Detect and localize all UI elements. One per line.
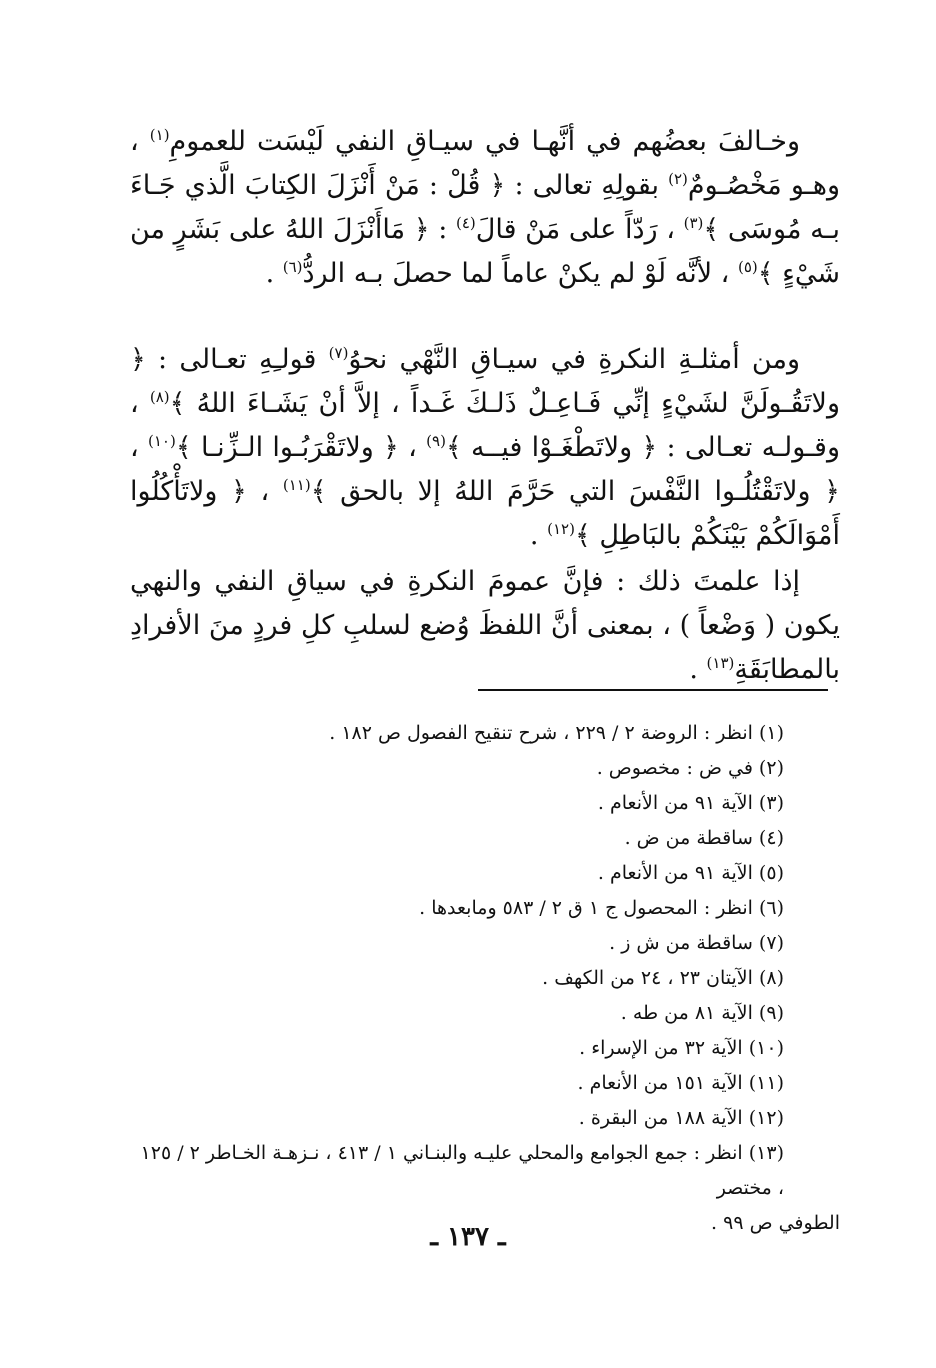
paragraph-1 [130,120,840,296]
paragraph-3 [130,560,840,692]
paragraph-1-text-a: وخـالفَ بعضُهم في أنَّهـا في سيـاقِ النفي لَيْسَت للعمومِ [169,126,801,157]
footnote-ref-13[interactable]: (١٣) [706,654,735,672]
paragraph-2-text-d: ، ﴿ ولاتَقْرَبُـوا الـزِّنـا ﴾ [175,432,427,463]
paragraph-2-text-f: ، ﴿ ولاتَأْكُلُوا أَمْوَالَكُمْ بَيْنَكُمْ بالبَاطِلِ ﴾ [130,476,840,551]
paragraph-2-text-a: ومن أمثلـةِ النكرةِ في سيـاقِ النَّهْي نحوُ [348,344,800,375]
paragraph-3-text-b: . [689,654,707,685]
footnote-ref-4[interactable]: (٤) [455,214,476,232]
paragraph-2-text-e: ، ﴿ ولاتَقْتُلُـوا النَّفْسَ التي حَرَّمَ اللهُ إلا بالحق ﴾ [130,432,841,507]
footnote-ref-6[interactable]: (٦) [282,258,303,276]
footnote-item: (١) انظر : الروضة ٢ / ٢٢٩ ، شرح تنقيح الفصول ص ١٨٢ . [329,722,784,744]
footnote-ref-2[interactable]: (٢) [668,170,688,188]
footnote-ref-11[interactable]: (١١) [282,476,311,494]
footnote-item: (٤) ساقطة من ض . [624,827,784,849]
footnote-item: (١١) الآية ١٥١ من الأنعام . [577,1072,784,1094]
footnote-ref-3[interactable]: (٣) [683,214,704,232]
footnote-item: (٩) الآية ٨١ من طه . [620,1002,784,1024]
paragraph-2-text-g: . [529,520,548,551]
footnote-ref-5[interactable]: (٥) [737,258,758,276]
footnote-item: (٢) في ض : مخصوص . [596,757,784,779]
paragraph-2-text-c: ، وقـولـه تعـالى : ﴿ ولاتَطْغَـوْا فيــه ﴾ [130,388,840,463]
footnote-ref-10[interactable]: (١٠) [148,432,176,450]
footnote-ref-8[interactable]: (٨) [149,388,170,406]
footnote-item: (٥) الآية ٩١ من الأنعام . [597,862,784,884]
paragraph-1-text-f: ، لأنَّه لَوْ لم يكنْ عاماً لما حصلَ بـه الردُّ [302,258,738,289]
footnote-item: (٦) انظر : المحصول ج ١ ق ٢ / ٥٨٣ ومابعدها . [419,897,784,919]
footnote-13-line-1: (١٣) انظر : جمع الجوامع والمحلي عليـه والبنـاني ١ / ٤١٣ ، نـزهـة الخـاطر ٢ / ١٢٥ ، مختصر [140,1142,784,1199]
footnote-item: (٣) الآية ٩١ من الأنعام . [597,792,784,814]
footnotes-list [130,716,840,1241]
paragraph-2-text-b: قولـِهِ تعـالى : ﴿ ولاتَقُـولَنَّ لشَيْءٍ إنِّي فَـاعِـلٌ ذَلـكَ غَـداً ، إلاَّ أنْ يَشَـاءَ اللهُ ﴾ [130,344,840,419]
footnote-item: (١٠) الآية ٣٢ من الإسراء . [579,1037,784,1059]
footnote-item: (١٢) الآية ١٨٨ من البقرة . [578,1107,784,1129]
paragraph-3-text-a: إذا علمتَ ذلك : فإنَّ عمومَ النكرةِ في سياقِ النفي والنهي يكون ( وَضْعاً ) ، بمعنى أنَّ اللفظَ وُضع لسلبِ كلِ فردٍ منَ الأفرادِ بالمطابَقَةِ [130,566,840,685]
footnote-item: (٧) ساقطة من ش ز . [609,932,784,954]
footnote-13-line-2: الطوفي ص ٩٩ . [711,1212,840,1234]
footnote-separator [478,689,828,691]
paragraph-1-text-g: . [265,258,283,289]
footnote-item: (٨) الآيتان ٢٣ ، ٢٤ من الكهف . [542,967,784,989]
page-number: ـ ١٣٧ ـ [430,1222,506,1252]
footnote-ref-12[interactable]: (١٢) [547,520,575,538]
paragraph-1-text-e: : ﴿ مَاأَنْزَلَ اللهُ على بَشَرٍ من شَيْءٍ ﴾ [130,214,840,289]
paragraph-2 [130,338,840,558]
paragraph-1-text-c: بقولِهِ تعالى : ﴿ قُلْ : مَنْ أَنْزَلَ الكِتابَ الَّذي جَـاءَ بـه مُوسَى ﴾ [130,170,840,245]
footnote-ref-9[interactable]: (٩) [426,432,446,450]
footnote-ref-1[interactable]: (١) [149,126,170,144]
footnote-ref-7[interactable]: (٧) [328,344,349,362]
paragraph-1-text-b: ، وهـو مَخْصُـومٌ [130,126,840,201]
paragraph-1-text-d: ، رَدّاً على مَنْ قالَ [475,214,684,245]
